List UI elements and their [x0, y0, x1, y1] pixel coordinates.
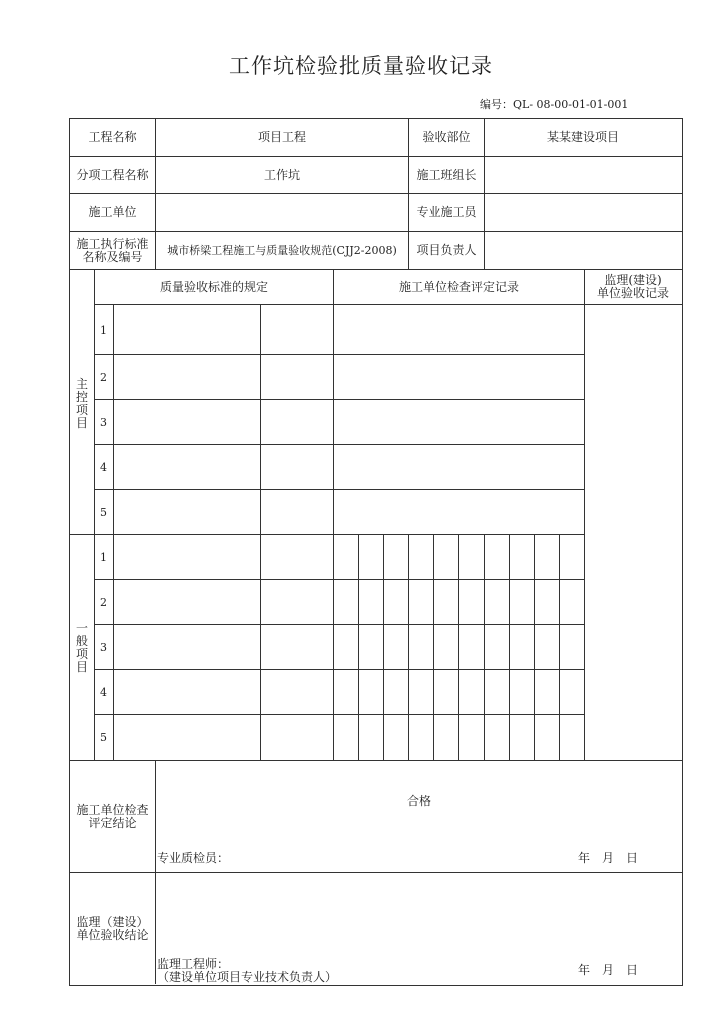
main-row-number: 3 — [100, 416, 107, 429]
main-row-number: 1 — [100, 324, 107, 337]
conclusion-result[interactable]: 合格 — [407, 794, 432, 808]
project-manager-label: 项目负责人 — [416, 243, 477, 257]
general-row-number: 5 — [100, 731, 107, 744]
acceptance-part-label: 验收部位 — [422, 130, 471, 144]
standard-label-line2: 名称及编号 — [82, 249, 143, 264]
team-leader-label: 施工班组长 — [416, 167, 477, 182]
supervision-header-line1: 监理(建设) — [604, 273, 662, 287]
construction-unit-label: 施工单位 — [88, 205, 137, 219]
project-name-value[interactable]: 项目工程 — [257, 130, 306, 144]
main-row-number: 2 — [100, 371, 107, 384]
supervision-header-line2: 单位验收记录 — [596, 286, 669, 300]
supervision-conclusion-line2: 单位验收结论 — [76, 927, 149, 942]
supervision-record-header — [585, 270, 681, 304]
general-row-number: 4 — [100, 686, 107, 699]
main-items-label: 主控项目 — [75, 377, 88, 430]
construction-conclusion-label — [70, 761, 155, 872]
quality-inspector-label: 专业质检员： — [157, 851, 230, 865]
standard-label — [70, 232, 155, 269]
supervision-date[interactable]: 年 月 日 — [578, 963, 639, 977]
main-row-number: 4 — [100, 461, 107, 474]
general-row-number: 1 — [100, 551, 107, 564]
supervision-engineer-label: 监理工程师： — [157, 957, 230, 971]
professional-worker-label: 专业施工员 — [416, 205, 477, 219]
construction-conclusion-line2: 评定结论 — [88, 815, 137, 830]
main-row-number: 5 — [100, 506, 107, 519]
supervision-engineer-note: （建设单位项目专业技术负责人） — [157, 970, 338, 984]
supervision-conclusion-label — [70, 873, 155, 984]
record-code: 编号：QL- 08-00-01-01-001 — [480, 98, 629, 111]
construction-conclusion-line1: 施工单位检查 — [76, 802, 149, 817]
subitem-value[interactable]: 工作坑 — [263, 167, 300, 182]
project-name-label: 工程名称 — [88, 130, 137, 144]
construction-unit-value[interactable] — [156, 194, 408, 231]
supervision-conclusion-line1: 监理（建设） — [76, 914, 149, 929]
page-title: 工作坑检验批质量验收记录 — [229, 54, 493, 78]
general-row-number: 3 — [100, 641, 107, 654]
general-row-number: 2 — [100, 596, 107, 609]
project-manager-value[interactable] — [485, 232, 681, 269]
team-leader-value[interactable] — [485, 157, 681, 193]
standard-value[interactable]: 城市桥梁工程施工与质量验收规范(CJJ2-2008) — [167, 244, 397, 257]
standard-label-line1: 施工执行标准 — [76, 236, 149, 251]
general-items-label: 一般项目 — [75, 621, 88, 674]
quality-standard-header: 质量验收标准的规定 — [159, 279, 268, 294]
professional-worker-value[interactable] — [485, 194, 681, 231]
subitem-label: 分项工程名称 — [76, 167, 149, 182]
construction-check-header: 施工单位检查评定记录 — [398, 279, 519, 294]
acceptance-part-value[interactable]: 某某建设项目 — [546, 130, 619, 144]
construction-date[interactable]: 年 月 日 — [578, 851, 639, 865]
